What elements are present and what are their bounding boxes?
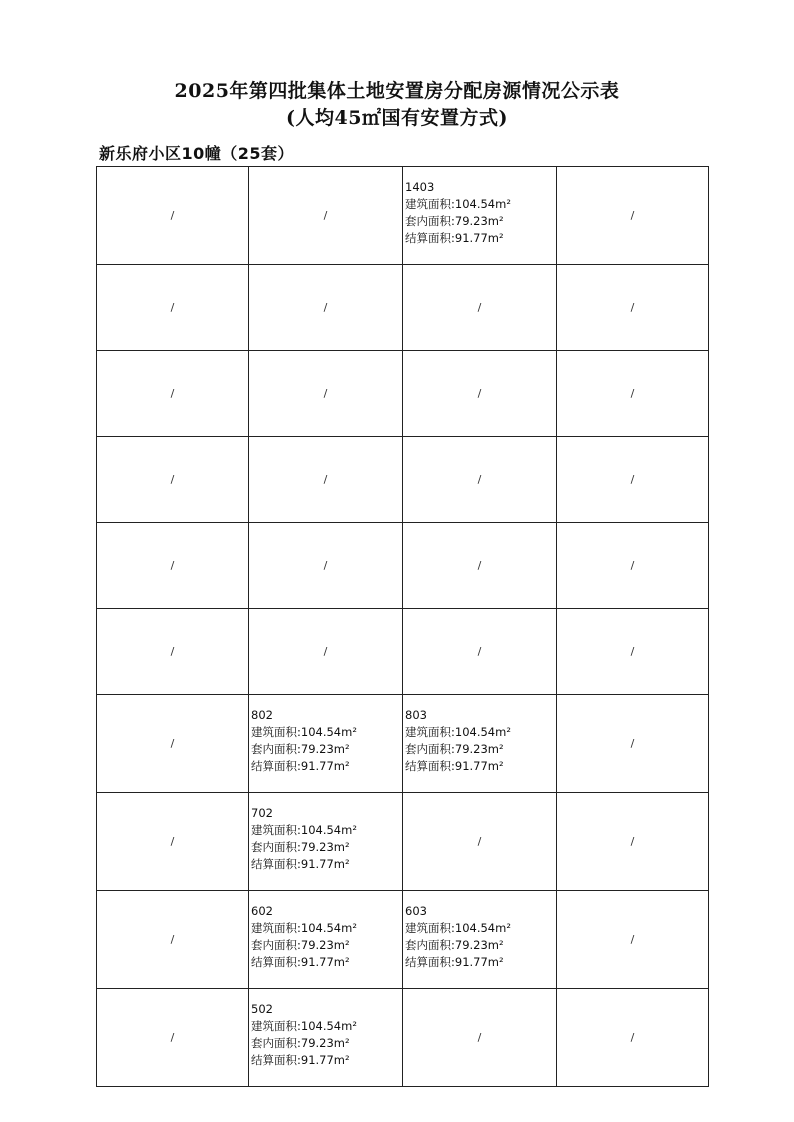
unit-number: 802 (251, 708, 273, 722)
empty-cell (97, 609, 249, 695)
empty-marker: / (323, 645, 328, 658)
empty-cell (557, 609, 709, 695)
table-row (97, 351, 709, 437)
empty-marker: / (170, 645, 175, 658)
empty-cell (249, 609, 403, 695)
empty-marker: / (170, 835, 175, 848)
empty-cell (557, 891, 709, 989)
empty-marker: / (477, 1031, 482, 1044)
empty-cell (97, 167, 249, 265)
building-area: 建筑面积:104.54m² (251, 725, 357, 739)
empty-marker: / (170, 387, 175, 400)
table-row (97, 523, 709, 609)
empty-marker: / (477, 473, 482, 486)
unit-number: 502 (251, 1002, 273, 1016)
empty-marker: / (477, 301, 482, 314)
inner-area: 套内面积:79.23m² (251, 1036, 350, 1050)
table-row (97, 695, 709, 793)
empty-cell (97, 523, 249, 609)
empty-cell (557, 265, 709, 351)
empty-marker: / (170, 737, 175, 750)
empty-marker: / (323, 301, 328, 314)
page-title: 2025年第四批集体土地安置房分配房源情况公示表 (174, 80, 620, 102)
building-area: 建筑面积:104.54m² (405, 197, 511, 211)
empty-cell (249, 523, 403, 609)
empty-cell (557, 523, 709, 609)
empty-marker: / (477, 387, 482, 400)
empty-cell (557, 437, 709, 523)
unit-number: 702 (251, 806, 273, 820)
empty-cell (403, 437, 557, 523)
inner-area: 套内面积:79.23m² (251, 938, 350, 952)
settled-area: 结算面积:91.77m² (251, 857, 350, 871)
empty-cell (403, 609, 557, 695)
empty-marker: / (630, 1031, 635, 1044)
empty-cell (557, 695, 709, 793)
building-area: 建筑面积:104.54m² (251, 1019, 357, 1033)
empty-cell (403, 351, 557, 437)
empty-cell (403, 523, 557, 609)
inner-area: 套内面积:79.23m² (405, 214, 504, 228)
empty-marker: / (630, 933, 635, 946)
page-subtitle: (人均45㎡国有安置方式) (286, 107, 508, 129)
housing-grid-body (97, 167, 709, 1087)
empty-cell (249, 351, 403, 437)
unit-cell (403, 167, 557, 265)
table-row (97, 891, 709, 989)
settled-area: 结算面积:91.77m² (251, 759, 350, 773)
table-row (97, 609, 709, 695)
inner-area: 套内面积:79.23m² (251, 742, 350, 756)
unit-cell (403, 695, 557, 793)
building-area: 建筑面积:104.54m² (405, 725, 511, 739)
unit-number: 803 (405, 708, 427, 722)
building-label: 新乐府小区10幢（25套） (99, 144, 295, 163)
unit-cell (249, 989, 403, 1087)
unit-cell (249, 695, 403, 793)
empty-cell (249, 265, 403, 351)
unit-cell (249, 891, 403, 989)
empty-cell (557, 989, 709, 1087)
empty-marker: / (630, 387, 635, 400)
empty-marker: / (477, 835, 482, 848)
empty-marker: / (170, 209, 175, 222)
table-row (97, 265, 709, 351)
empty-cell (97, 793, 249, 891)
empty-marker: / (170, 933, 175, 946)
empty-cell (403, 265, 557, 351)
empty-cell (97, 891, 249, 989)
empty-marker: / (323, 473, 328, 486)
empty-marker: / (170, 559, 175, 572)
empty-marker: / (477, 645, 482, 658)
empty-cell (249, 437, 403, 523)
table-row (97, 167, 709, 265)
empty-marker: / (170, 473, 175, 486)
empty-cell (97, 989, 249, 1087)
empty-cell (557, 793, 709, 891)
empty-marker: / (630, 301, 635, 314)
empty-marker: / (630, 209, 635, 222)
empty-marker: / (630, 737, 635, 750)
table-row (97, 989, 709, 1087)
settled-area: 结算面积:91.77m² (405, 231, 504, 245)
inner-area: 套内面积:79.23m² (405, 938, 504, 952)
settled-area: 结算面积:91.77m² (251, 955, 350, 969)
empty-cell (97, 265, 249, 351)
settled-area: 结算面积:91.77m² (251, 1053, 350, 1067)
table-row (97, 793, 709, 891)
empty-cell (97, 695, 249, 793)
building-area: 建筑面积:104.54m² (251, 921, 357, 935)
empty-marker: / (170, 301, 175, 314)
empty-marker: / (170, 1031, 175, 1044)
empty-marker: / (630, 559, 635, 572)
housing-grid (96, 166, 709, 1087)
unit-number: 1403 (405, 180, 435, 194)
empty-marker: / (323, 387, 328, 400)
empty-cell (557, 351, 709, 437)
unit-number: 602 (251, 904, 273, 918)
unit-cell (403, 891, 557, 989)
settled-area: 结算面积:91.77m² (405, 955, 504, 969)
inner-area: 套内面积:79.23m² (251, 840, 350, 854)
building-area: 建筑面积:104.54m² (405, 921, 511, 935)
empty-cell (557, 167, 709, 265)
empty-cell (403, 793, 557, 891)
unit-number: 603 (405, 904, 427, 918)
empty-marker: / (630, 835, 635, 848)
empty-cell (249, 167, 403, 265)
empty-marker: / (323, 209, 328, 222)
building-area: 建筑面积:104.54m² (251, 823, 357, 837)
empty-cell (97, 351, 249, 437)
inner-area: 套内面积:79.23m² (405, 742, 504, 756)
empty-marker: / (323, 559, 328, 572)
unit-cell (249, 793, 403, 891)
empty-marker: / (477, 559, 482, 572)
empty-cell (97, 437, 249, 523)
empty-marker: / (630, 473, 635, 486)
settled-area: 结算面积:91.77m² (405, 759, 504, 773)
empty-marker: / (630, 645, 635, 658)
empty-cell (403, 989, 557, 1087)
table-row (97, 437, 709, 523)
